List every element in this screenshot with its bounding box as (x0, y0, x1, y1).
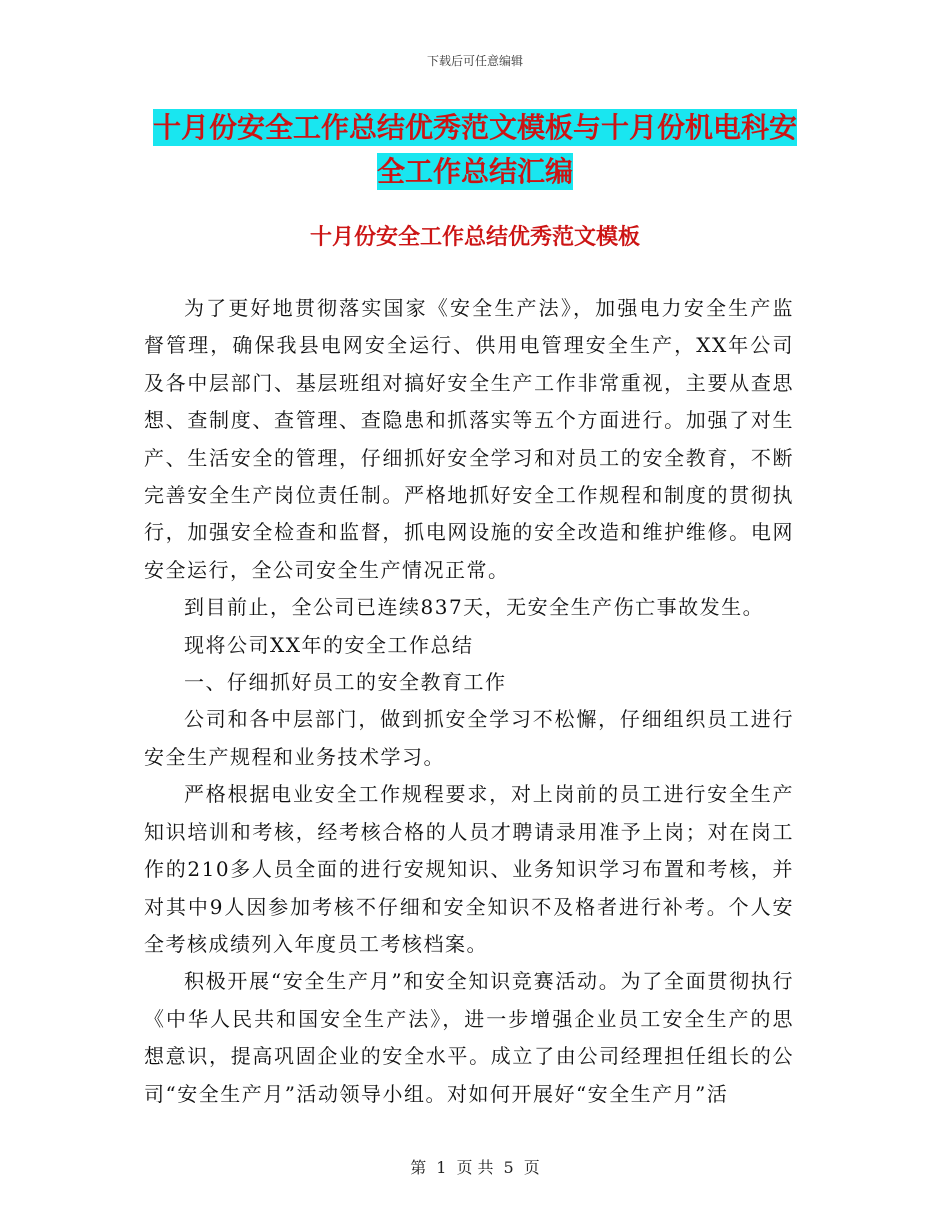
footer-prefix: 第 (410, 1158, 427, 1177)
footer-suffix: 页 (523, 1158, 540, 1177)
page-total: 5 (503, 1158, 514, 1177)
footer-middle: 页 共 (456, 1158, 494, 1177)
page-number: 1 (436, 1158, 447, 1177)
title-line-2: 全工作总结汇编 (376, 155, 573, 188)
body-content (144, 290, 794, 1113)
paragraph: 到目前止，全公司已连续837天，无安全生产伤亡事故发生。 (184, 595, 765, 620)
paragraph: 严格根据电业安全工作规程要求，对上岗前的员工进行安全生产知识培训和考核，经考核合格的人员才聘请录用准予上岗；对在岗工作的210多人员全面的进行安规知识、业务知识学习布置和考核，并对其中9人因参加考核不仔细和安全知识不及格者进行补考。个人安全考核成绩列入年度员工考核档案。 (144, 782, 794, 956)
header-note: 下载后可任意编辑 (426, 54, 523, 68)
paragraph: 公司和各中层部门，做到抓安全学习不松懈，仔细组织员工进行安全生产规程和业务技术学习。 (144, 707, 794, 769)
paragraph: 现将公司XX年的安全工作总结 (184, 632, 474, 657)
page-footer (0, 1155, 950, 1178)
paragraph: 积极开展“安全生产月”和安全知识竞赛活动。为了全面贯彻执行《中华人民共和国安全生产法》，进一步增强企业员工安全生产的思想意识，提高巩固企业的安全水平。成立了由公司经理担任组长的公司“安全生产月”活动领导小组。对如何开展好“安全生产月”活 (144, 969, 794, 1106)
document-title (140, 106, 810, 194)
subheading: 一、仔细抓好员工的安全教育工作 (184, 670, 507, 695)
section-title: 十月份安全工作总结优秀范文模板 (309, 225, 640, 250)
paragraph: 为了更好地贯彻落实国家《安全生产法》，加强电力安全生产监督管理，确保我县电网安全运行、供用电管理安全生产，XX年公司及各中层部门、基层班组对搞好安全生产工作非常重视，主要从查思想、查制度、查管理、查隐患和抓落实等五个方面进行。加强了对生产、生活安全的管理，仔细抓好安全学习和对员工的安全教育，不断完善安全生产岗位责任制。严格地抓好安全工作规程和制度的贯彻执行，加强安全检查和监督，抓电网设施的安全改造和维护维修。电网安全运行，全公司安全生产情况正常。 (144, 296, 794, 582)
title-line-1: 十月份安全工作总结优秀范文模板与十月份机电科安 (152, 111, 797, 144)
